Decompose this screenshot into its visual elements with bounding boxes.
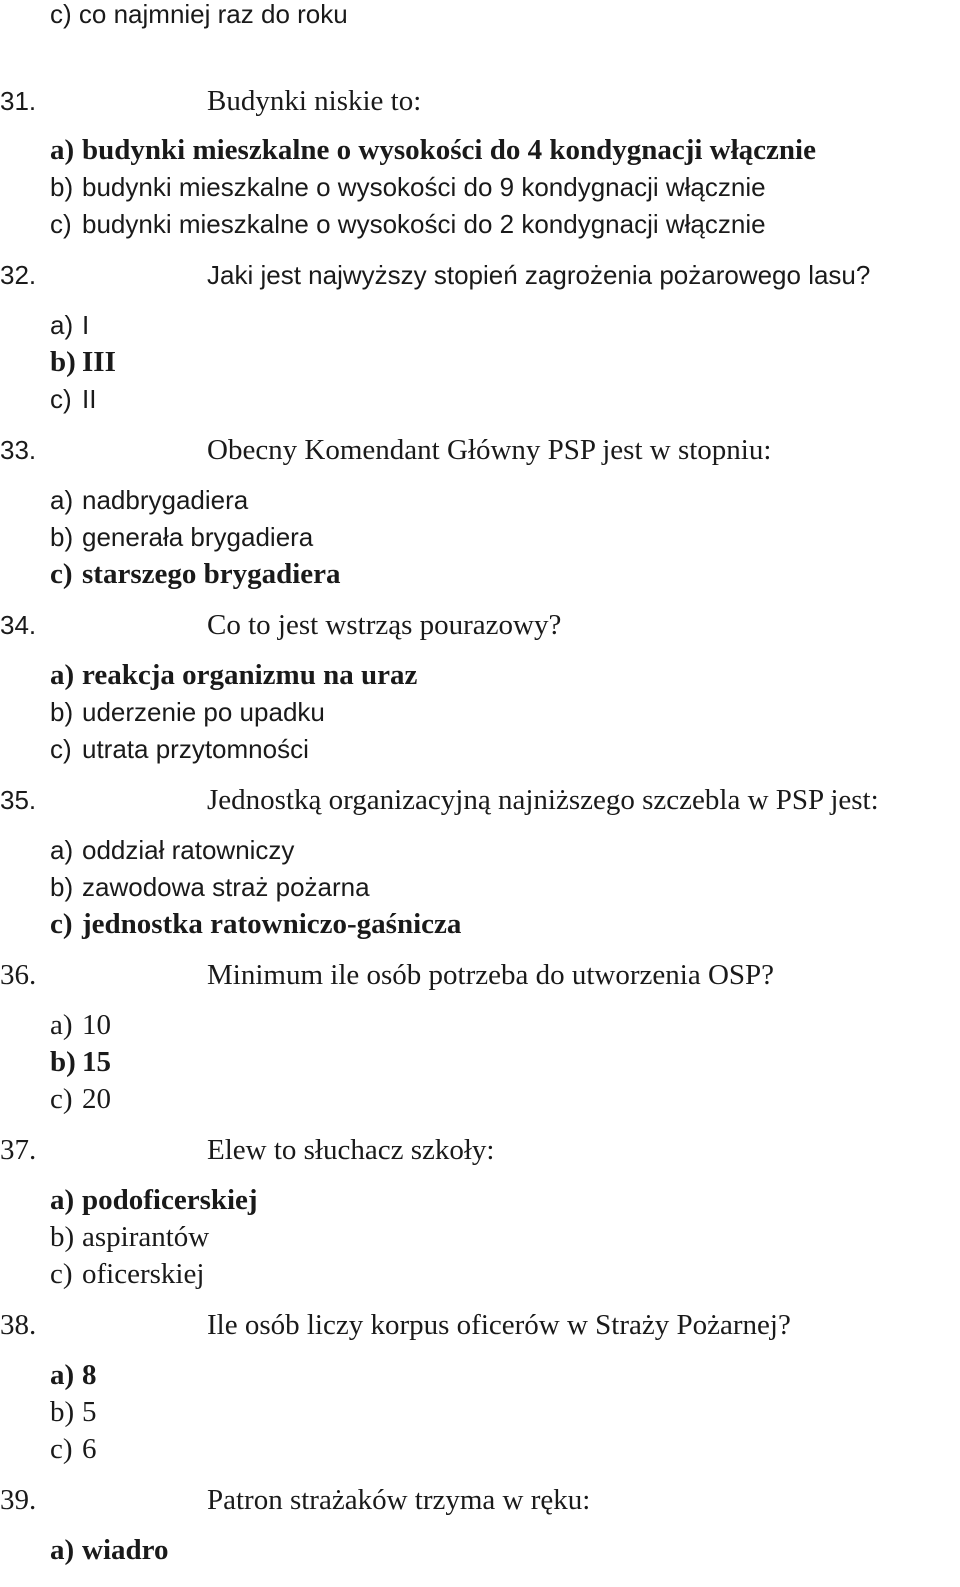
option-text: zawodowa straż pożarna bbox=[82, 872, 370, 902]
option-c bbox=[50, 381, 96, 418]
question-text: Minimum ile osób potrzeba do utworzenia OSP? bbox=[207, 959, 775, 991]
question-number: 38. bbox=[0, 1309, 37, 1341]
question-text: Elew to słuchacz szkoły: bbox=[207, 1134, 495, 1166]
option-prefix: c) bbox=[50, 384, 72, 414]
option-prefix: a) bbox=[50, 310, 74, 340]
question-text: Budynki niskie to: bbox=[207, 85, 422, 117]
option-prefix: b) bbox=[50, 1046, 76, 1078]
option-text: generała brygadiera bbox=[82, 522, 314, 552]
option-prefix: c) bbox=[50, 908, 73, 940]
option-b bbox=[50, 694, 325, 731]
option-prefix: a) bbox=[50, 1359, 75, 1391]
option-a bbox=[50, 482, 248, 519]
option-prefix: a) bbox=[50, 659, 75, 691]
option-b bbox=[50, 1044, 111, 1081]
option-a bbox=[50, 1532, 168, 1569]
option-text: 15 bbox=[82, 1046, 111, 1078]
option-text: reakcja organizmu na uraz bbox=[82, 659, 418, 691]
question-text: Patron strażaków trzyma w ręku: bbox=[207, 1484, 591, 1516]
option-prefix: a) bbox=[50, 1184, 75, 1216]
option-prefix: c) bbox=[50, 209, 72, 239]
question-number: 39. bbox=[0, 1484, 37, 1516]
option-prefix: a) bbox=[50, 1534, 75, 1566]
option-prefix: c) bbox=[50, 1433, 73, 1465]
option-a bbox=[50, 307, 89, 344]
option-text: I bbox=[82, 310, 90, 340]
option-text: podoficerskiej bbox=[82, 1184, 258, 1216]
option-prefix: b) bbox=[50, 1396, 75, 1428]
option-text: nadbrygadiera bbox=[82, 485, 249, 515]
option-text: III bbox=[82, 346, 116, 378]
option-text: starszego brygadiera bbox=[82, 558, 341, 590]
option-prefix: c) bbox=[50, 1083, 73, 1115]
question-text: Obecny Komendant Główny PSP jest w stopniu: bbox=[207, 434, 772, 466]
option-a bbox=[50, 132, 816, 169]
option-text: 8 bbox=[82, 1359, 97, 1391]
option-prefix: b) bbox=[50, 1221, 75, 1253]
option-b bbox=[50, 344, 116, 381]
option-c bbox=[50, 906, 461, 943]
question-number: 33. bbox=[0, 435, 37, 465]
option-text: budynki mieszkalne o wysokości do 9 kondygnacji włącznie bbox=[82, 172, 766, 202]
option-b bbox=[50, 169, 766, 206]
option-text: budynki mieszkalne o wysokości do 4 kondygnacji włącznie bbox=[82, 134, 816, 166]
option-c bbox=[50, 1256, 204, 1293]
option-a bbox=[50, 1357, 97, 1394]
option-b bbox=[50, 869, 370, 906]
option-c bbox=[50, 556, 341, 593]
question-text: Jaki jest najwyższy stopień zagrożenia pożarowego lasu? bbox=[207, 260, 871, 290]
option-text: II bbox=[82, 384, 97, 414]
option-text: co najmniej raz do roku bbox=[78, 0, 348, 29]
top-option bbox=[50, 0, 348, 33]
question-text: Jednostką organizacyjną najniższego szczebla w PSP jest: bbox=[207, 784, 879, 816]
option-a bbox=[50, 1007, 111, 1044]
option-prefix: c) bbox=[50, 558, 73, 590]
option-text: uderzenie po upadku bbox=[82, 697, 325, 727]
option-prefix: a) bbox=[50, 134, 75, 166]
option-prefix: c) bbox=[50, 734, 72, 764]
option-text: oficerskiej bbox=[82, 1258, 205, 1290]
option-prefix: b) bbox=[50, 172, 74, 202]
question-number: 35. bbox=[0, 785, 37, 815]
option-text: 10 bbox=[82, 1009, 111, 1041]
question-number: 37. bbox=[0, 1134, 37, 1166]
option-prefix: a) bbox=[50, 1009, 73, 1041]
option-b bbox=[50, 1219, 209, 1256]
question-number: 31. bbox=[0, 86, 37, 116]
option-c bbox=[50, 1081, 111, 1118]
option-prefix: b) bbox=[50, 872, 74, 902]
option-a bbox=[50, 832, 294, 869]
option-prefix: a) bbox=[50, 835, 74, 865]
option-text: aspirantów bbox=[82, 1221, 210, 1253]
option-text: utrata przytomności bbox=[82, 734, 309, 764]
option-text: 5 bbox=[82, 1396, 97, 1428]
option-prefix: c) bbox=[50, 1258, 73, 1290]
question-text: Ile osób liczy korpus oficerów w Straży Pożarnej? bbox=[207, 1309, 791, 1341]
option-text: 6 bbox=[82, 1433, 97, 1465]
option-prefix: c) bbox=[50, 0, 72, 29]
option-text: budynki mieszkalne o wysokości do 2 kondygnacji włącznie bbox=[82, 209, 766, 239]
option-c bbox=[50, 1431, 97, 1468]
option-prefix: b) bbox=[50, 697, 74, 727]
option-prefix: a) bbox=[50, 485, 74, 515]
option-prefix: b) bbox=[50, 346, 76, 378]
option-a bbox=[50, 1182, 258, 1219]
question-number: 36. bbox=[0, 959, 37, 991]
option-text: 20 bbox=[82, 1083, 111, 1115]
question-number: 32. bbox=[0, 260, 37, 290]
option-text: jednostka ratowniczo-gaśnicza bbox=[82, 908, 462, 940]
option-text: wiadro bbox=[82, 1534, 169, 1566]
option-a bbox=[50, 657, 417, 694]
option-c bbox=[50, 731, 309, 768]
option-c bbox=[50, 206, 766, 243]
question-number: 34. bbox=[0, 610, 37, 640]
option-text: oddział ratowniczy bbox=[82, 835, 295, 865]
option-prefix: b) bbox=[50, 522, 74, 552]
question-text: Co to jest wstrząs pourazowy? bbox=[207, 609, 562, 641]
option-b bbox=[50, 519, 313, 556]
option-b bbox=[50, 1394, 97, 1431]
